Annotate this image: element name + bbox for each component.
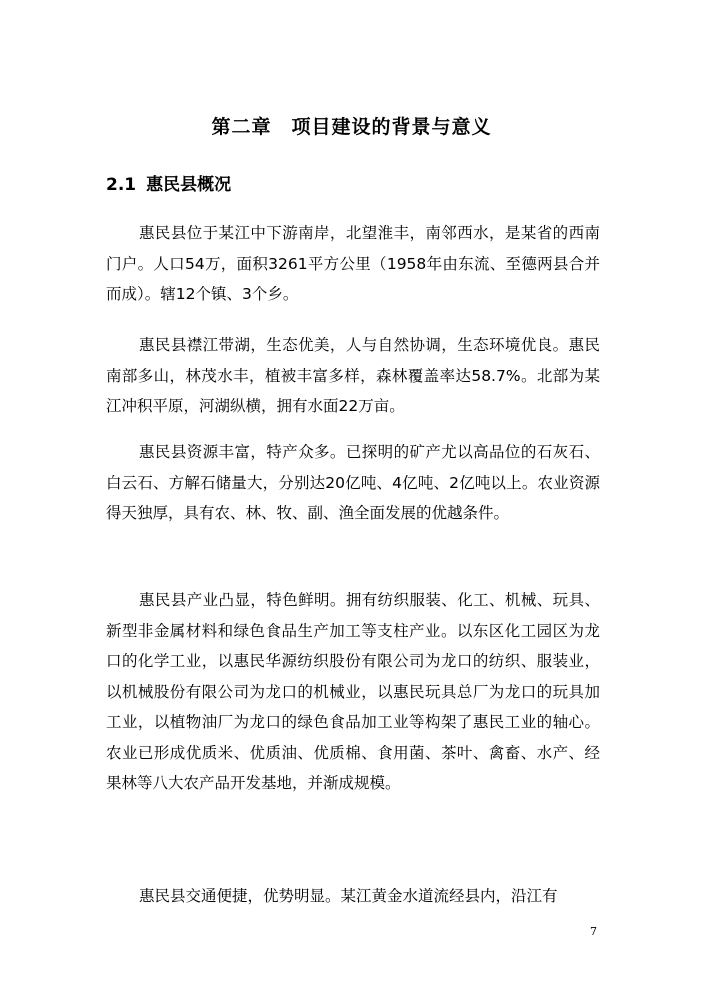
paragraph-transport: 惠民县交通便捷，优势明显。某江黄金水道流经县内，沿江有: [139, 887, 558, 905]
page-number: 7: [590, 925, 597, 938]
page-title: 第二章 项目建设的背景与意义: [211, 116, 492, 138]
paragraph-industry: 惠民县产业凸显，特色鲜明。拥有纺织服装、化工、机械、玩具、新型非金属材料和绿色食品生产加工等支柱产业。以东区化工园区为龙口的化学工业，以惠民华源纺织股份有限公司为龙口的纺织、服装业，以机械股份有限公司为龙口的机械业，以惠民玩具总厂为龙口的玩具加工业，以植物油厂为龙口的绿色食品加工业等构架了惠民工业的轴心。农业已形成优质米、优质油、优质棉、食用菌、茶叶、禽畜、水产、经果林等八大农产品开发基地，并渐成规模。: [106, 591, 600, 792]
section-title: 惠民县概况: [146, 175, 232, 195]
paragraph-ecology: 惠民县襟江带湖，生态优美，人与自然协调，生态环境优良。惠民南部多山，林茂水丰，植被丰富多样，森林覆盖率达58.7%。北部为某江冲积平原，河湖纵横，拥有水面22万亩。: [106, 336, 600, 415]
paragraph-resources: 惠民县资源丰富，特产众多。已探明的矿产尤以高品位的石灰石、白云石、方解石储量大，分别达20亿吨、4亿吨、2亿吨以上。农业资源得天独厚，具有农、林、牧、副、渔全面发展的优越条件。: [106, 443, 600, 522]
paragraph-location: 惠民县位于某江中下游南岸，北望淮丰，南邻西水，是某省的西南门户。人口54万，面积3261平方公里（1958年由东流、至德两县合并而成）。辖12个镇、3个乡。: [106, 224, 600, 303]
section-heading: [106, 170, 231, 195]
section-number: 2.1: [106, 175, 137, 195]
